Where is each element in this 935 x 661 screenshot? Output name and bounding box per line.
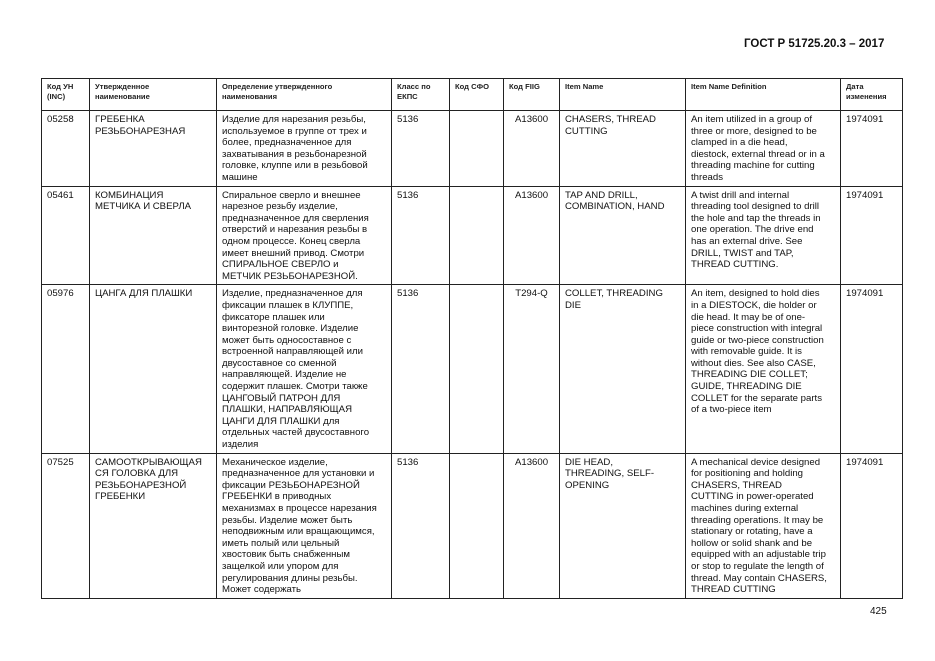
- cell-class: 5136: [392, 111, 450, 187]
- table-row: [42, 111, 903, 187]
- cell-definition-ru: Изделие, предназначенное для фиксации плашек в КЛУППЕ, фиксаторе плашек или винторезной головке. Изделие может быть односоставное с встроенной направляющей или двусоставное со сменной направляющей. Изделие не содержит плашек. Смотри также ЦАНГОВЫЙ ПАТРОН ДЛЯ ПЛАШКИ, НАПРАВЛЯЮЩАЯ ЦАНГИ ДЛЯ ПЛАШКИ для отдельных частей двусоставного изделия: [217, 285, 392, 453]
- cell-item-name: TAP AND DRILL, COMBINATION, HAND: [560, 186, 686, 285]
- col-header-definition-ru: Определение утвержденного наименования: [217, 79, 392, 111]
- cell-definition-en: A twist drill and internal threading tool designed to drill the hole and tap the threads in one operation. The drive end has an external drive. See DRILL, TWIST and TAP, THREAD CUTTING.: [686, 186, 841, 285]
- table-row: [42, 453, 903, 598]
- col-header-class: Класс по ЕКПС: [392, 79, 450, 111]
- cell-code: 05976: [42, 285, 90, 453]
- cell-code: 07525: [42, 453, 90, 598]
- cell-class: 5136: [392, 453, 450, 598]
- col-header-code: Код УН (INC): [42, 79, 90, 111]
- cell-sfo: [450, 453, 504, 598]
- cell-item-name: DIE HEAD, THREADING, SELF- OPENING: [560, 453, 686, 598]
- cell-name-ru: КОМБИНАЦИЯ МЕТЧИКА И СВЕРЛА: [90, 186, 217, 285]
- cell-date: 1974091: [841, 111, 903, 187]
- cell-name-ru: ГРЕБЕНКА РЕЗЬБОНАРЕЗНАЯ: [90, 111, 217, 187]
- cell-name-ru: ЦАНГА ДЛЯ ПЛАШКИ: [90, 285, 217, 453]
- col-header-sfo: Код СФО: [450, 79, 504, 111]
- cell-item-name: COLLET, THREADING DIE: [560, 285, 686, 453]
- table-header-row: [42, 79, 903, 111]
- document-standard-header: ГОСТ Р 51725.20.3 – 2017: [744, 38, 885, 50]
- cell-definition-ru: Спиральное сверло и внешнее нарезное резьбу изделие, предназначенное для сверления отверстий и нарезания резьбы в одном процессе. Конец сверла имеет внешний привод. Смотри СПИРАЛЬНОЕ СВЕРЛО и МЕТЧИК РЕЗЬБОНАРЕЗНОЙ.: [217, 186, 392, 285]
- cell-fiig: A13600: [504, 186, 560, 285]
- cell-date: 1974091: [841, 186, 903, 285]
- cell-code: 05258: [42, 111, 90, 187]
- table-row: [42, 186, 903, 285]
- cell-fiig: T294-Q: [504, 285, 560, 453]
- col-header-fiig: Код FIIG: [504, 79, 560, 111]
- page-number: 425: [870, 606, 887, 617]
- cell-definition-en: An item, designed to hold dies in a DIESTOCK, die holder or die head. It may be of one- piece construction with integral guide or two-piece construction with removable guide. It is without dies. See also CASE, THREADING DIE COLLET; GUIDE, THREADING DIE COLLET for the separate parts of a two-piece item: [686, 285, 841, 453]
- col-header-name-ru: Утвержденное наименование: [90, 79, 217, 111]
- table-header: [42, 79, 903, 111]
- cell-sfo: [450, 111, 504, 187]
- cell-code: 05461: [42, 186, 90, 285]
- cell-definition-ru: Механическое изделие, предназначенное для установки и фиксации РЕЗЬБОНАРЕЗНОЙ ГРЕБЕНКИ в приводных механизмах в процессе нарезания резьбы. Изделие может быть неподвижным или вращающимся, иметь полый или цельный хвостовик быть снабженным защелкой или упором для регулирования длины резьбы. Может содержать: [217, 453, 392, 598]
- cell-date: 1974091: [841, 285, 903, 453]
- cell-item-name: CHASERS, THREAD CUTTING: [560, 111, 686, 187]
- cell-sfo: [450, 285, 504, 453]
- cell-definition-ru: Изделие для нарезания резьбы, используемое в группе от трех и более, предназначенное для захватывания в резьбонарезной головке, клуппе или в резьбовой машине: [217, 111, 392, 187]
- cell-class: 5136: [392, 186, 450, 285]
- data-table: [41, 78, 903, 599]
- cell-definition-en: An item utilized in a group of three or more, designed to be clamped in a die head, diestock, external thread or in a threading machine for cutting threads: [686, 111, 841, 187]
- cell-sfo: [450, 186, 504, 285]
- col-header-date: Дата изменения: [841, 79, 903, 111]
- cell-definition-en: A mechanical device designed for positioning and holding CHASERS, THREAD CUTTING in power-operated machines during external threading operations. It may be stationary or rotating, have a hollow or solid shank and be equipped with an adjustable trip or stop to regulate the length of thread. May contain CHASERS, THREAD CUTTING: [686, 453, 841, 598]
- table-row: [42, 285, 903, 453]
- cell-fiig: A13600: [504, 453, 560, 598]
- col-header-item-name: Item Name: [560, 79, 686, 111]
- cell-fiig: A13600: [504, 111, 560, 187]
- cell-date: 1974091: [841, 453, 903, 598]
- col-header-item-definition: Item Name Definition: [686, 79, 841, 111]
- cell-class: 5136: [392, 285, 450, 453]
- cell-name-ru: САМООТКРЫВАЮЩАЯ СЯ ГОЛОВКА ДЛЯ РЕЗЬБОНАРЕЗНОЙ ГРЕБЕНКИ: [90, 453, 217, 598]
